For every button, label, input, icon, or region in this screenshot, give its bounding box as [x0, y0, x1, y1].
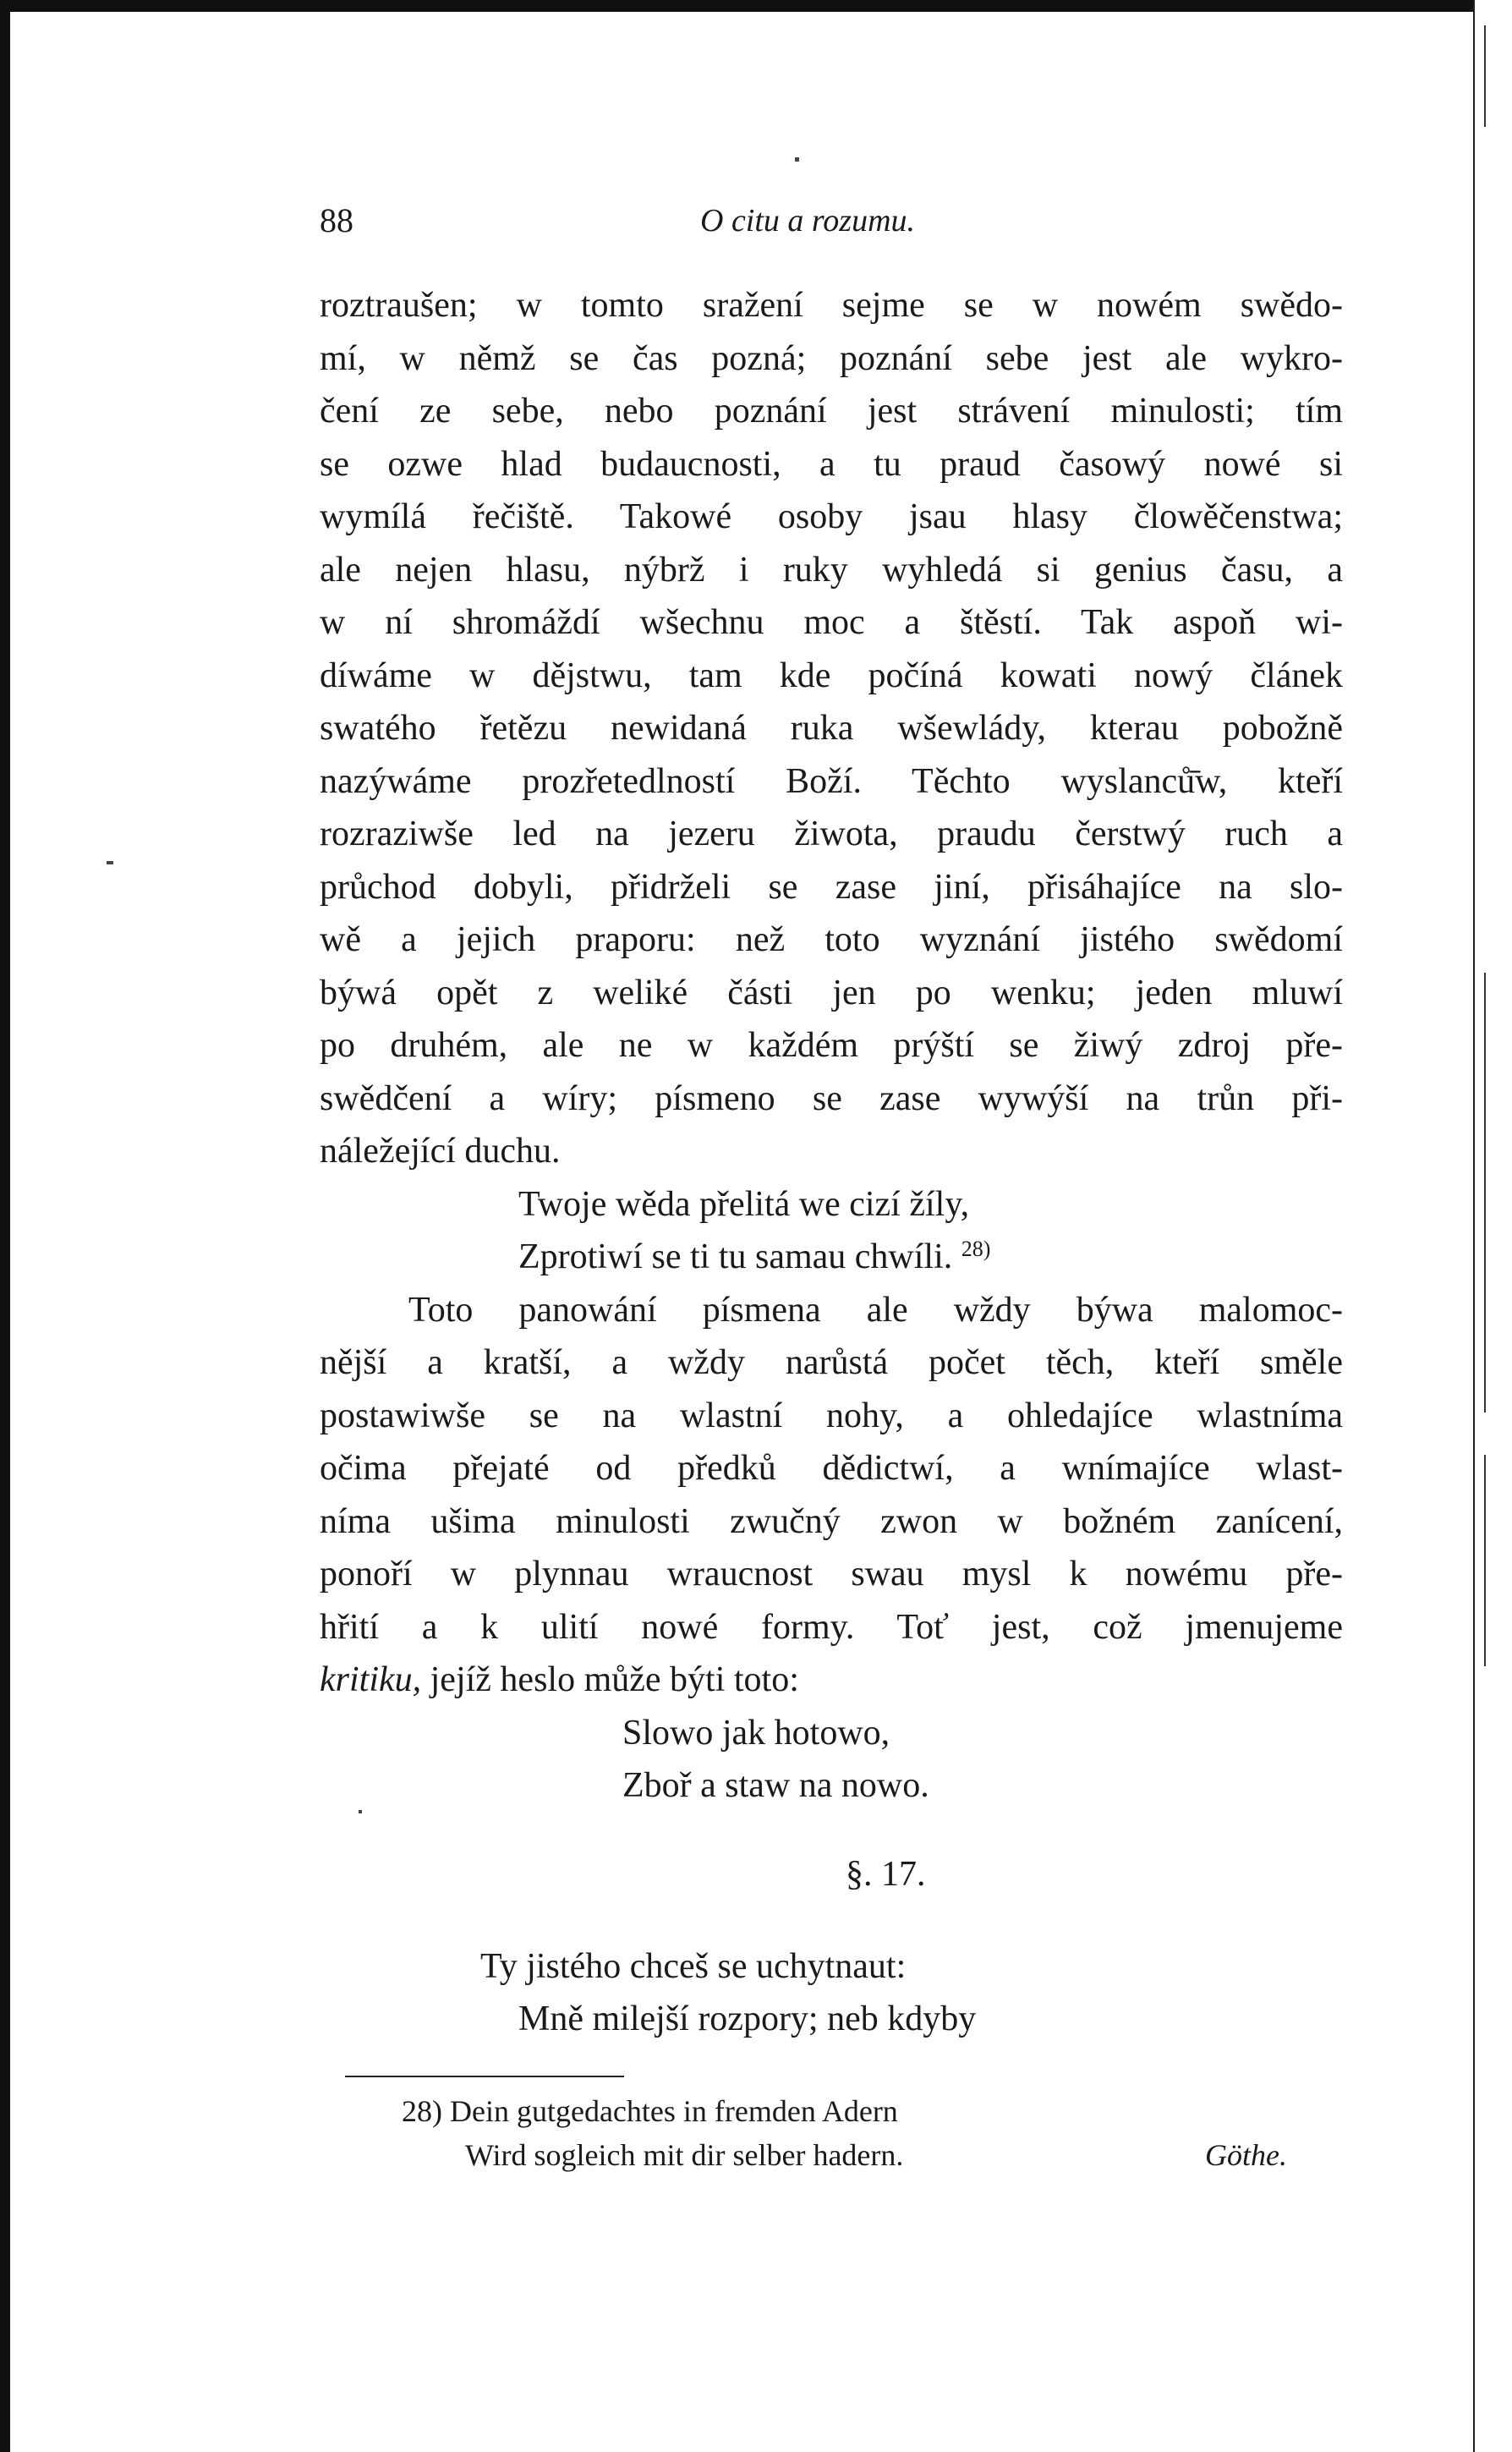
text-line: nazýwáme prozřetedlností Boží. Těchto wyslanců̄w, kteří: [320, 761, 1343, 801]
text-line: wě a jejich praporu: než toto wyznání jistého swědomí: [320, 920, 1343, 959]
scan-right-margin: [1473, 0, 1512, 2452]
verse-line: [320, 1231, 1343, 1284]
running-title: O citu a rozumu.: [700, 203, 916, 239]
verse-line: Ty jistého chceš se uchytnaut:: [480, 1947, 907, 1986]
text-line: postawiwše se na wlastní nohy, a ohledajíce wlastníma: [320, 1396, 1343, 1435]
text-line: ale nejen hlasu, nýbrž i ruky wyhledá si genius času, a: [320, 550, 1343, 590]
footnote-line-text: Wird sogleich mit dir selber hadern.: [465, 2138, 904, 2172]
text-line: nější a kratší, a wždy narůstá počet těch, kteří směle: [320, 1343, 1343, 1382]
footnotes: [402, 2089, 1332, 2177]
text-line: níma ušima minulosti zwučný zwon w božném zanícení,: [320, 1501, 1343, 1541]
verse-line: Mně milejší rozpory; neb kdyby: [518, 1999, 977, 2038]
text-line: hřití a k ulití nowé formy. Toť jest, což jmenujeme: [320, 1607, 1343, 1647]
footnote-line: [402, 2133, 1332, 2177]
text-line: Toto panowání písmena ale wždy býwa malomoc-: [408, 1290, 1343, 1330]
scan-artifact-line: [1484, 25, 1486, 127]
text-line: roztraušen; w tomto sražení sejme se w nowém swědo-: [320, 286, 1343, 325]
footnote-divider: [345, 2076, 624, 2077]
footnote-author: Göthe.: [1205, 2138, 1287, 2172]
section-heading: §. 17.: [846, 1855, 926, 1894]
text-line: se ozwe hlad budaucnosti, a tu praud časowý nowé si: [320, 444, 1343, 484]
text-line: swatého řetězu newidaná ruka wšewlády, kterau pobožně: [320, 709, 1343, 748]
text-line: mí, w němž se čas pozná; poznání sebe jest ale wykro-: [320, 338, 1343, 378]
text-line: čení ze sebe, nebo poznání jest strávení minulosti; tím: [320, 392, 1343, 431]
scan-artifact-line: [1484, 973, 1486, 1413]
scan-top-border: [0, 0, 1512, 12]
emphasis-kritiku: kritiku,: [320, 1660, 422, 1699]
footnote-line: 28) Dein gutgedachtes in fremden Adern: [402, 2094, 898, 2128]
text-line: po druhém, ale ne w každém prýští se žiwý zdroj pře-: [320, 1026, 1343, 1065]
text-line: průchod dobyli, přidrželi se zase jiní, přisáhajíce na slo-: [320, 867, 1343, 907]
scan-right-edge: [1473, 0, 1475, 2452]
text-line: w ní shromáždí wšechnu moc a štěstí. Tak aspoň wi-: [320, 603, 1343, 642]
main-text: [320, 279, 1343, 1813]
verse-line: Twoje wěda přelitá we cizí žíly,: [518, 1184, 970, 1224]
page-number: 88: [320, 201, 353, 239]
scan-left-border: [0, 0, 10, 2452]
footnote-reference: 28): [961, 1237, 991, 1261]
text-line: díwáme w dějstwu, tam kde počíná kowati nowý článek: [320, 656, 1343, 695]
closing-verse: [480, 1940, 976, 2045]
text-line: swědčení a wíry; písmeno se zase wywýší na trůn při-: [320, 1078, 1343, 1118]
text-line: ponoří w plynnau wraucnost swau mysl k nowému pře-: [320, 1555, 1343, 1594]
scan-speck: [795, 157, 799, 162]
page-header: [320, 200, 1343, 242]
text-line: [320, 1654, 1343, 1707]
text-line: očima přejaté od předků dědictwí, a wnímajíce wlast-: [320, 1449, 1343, 1488]
verse-line: Slowo jak hotowo,: [622, 1713, 890, 1753]
scan-speck: [107, 861, 113, 864]
text-line: rozraziwše led na jezeru žiwota, praudu čerstwý ruch a: [320, 815, 1343, 853]
verse-line-text: Zprotiwí se ti tu samau chwíli.: [518, 1237, 953, 1276]
text-line: býwá opět z weliké části jen po wenku; jeden mluwí: [320, 973, 1343, 1012]
scan-artifact-line: [1484, 1455, 1486, 1666]
text-line: náležející duchu.: [320, 1132, 561, 1171]
text-line: wymílá řečiště. Takowé osoby jsau hlasy člowěčenstwa;: [320, 497, 1343, 536]
text-line-rest: jejíž heslo může býti toto:: [421, 1660, 799, 1699]
verse-line: Zboř a staw na nowo.: [622, 1766, 929, 1805]
